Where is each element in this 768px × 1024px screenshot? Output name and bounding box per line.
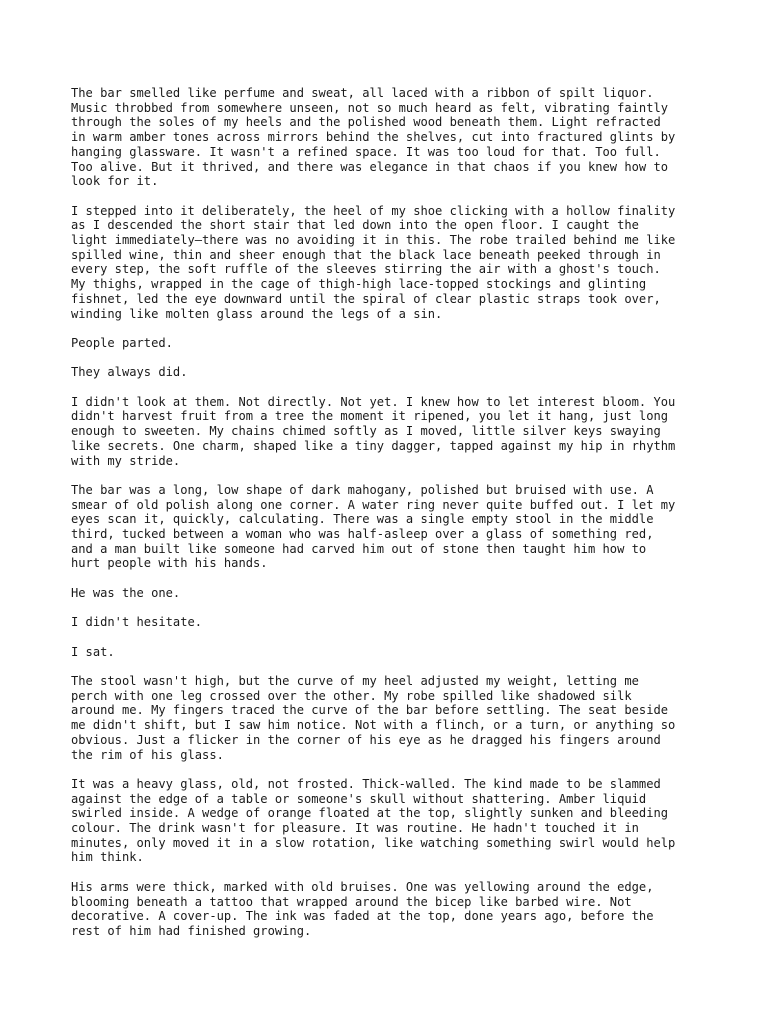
paragraph: It was a heavy glass, old, not frosted. Thick-walled. The kind made to be slammed against the edge of a table or someone's skull without shattering. Amber liquid swirled inside. A wedge of orange floated at the top, slightly sunken and bleeding colour. The drink wasn't for pleasure. It was routine. He hadn't touched it in minutes, only moved it in a slow rotation, like watching something swirl would help him think. [71, 776, 676, 865]
paragraph: The bar was a long, low shape of dark mahogany, polished but bruised with use. A smear of old polish along one corner. A water ring never quite buffed out. I let my eyes scan it, quickly, calculating. There was a single empty stool in the middle third, tucked between a woman who was half-asleep over a glass of something red, and a man built like someone had carved him out of stone then taught him how to hurt people with his hands. [71, 482, 676, 571]
paragraph: The stool wasn't high, but the curve of my heel adjusted my weight, letting me perch with one leg crossed over the other. My robe spilled like shadowed silk around me. My fingers traced the curve of the bar before settling. The seat beside me didn't shift, but I saw him notice. Not with a flinch, or a turn, or anything so obvious. Just a flicker in the corner of his eye as he dragged his fingers around the rim of his glass. [71, 673, 676, 762]
document-body [71, 86, 711, 953]
paragraph: The bar smelled like perfume and sweat, all laced with a ribbon of spilt liquor. Music throbbed from somewhere unseen, not so much heard as felt, vibrating faintly through the soles of my heels and the polished wood beneath them. Light refracted in warm amber tones across mirrors behind the shelves, cut into fractured glints by hanging glassware. It wasn't a refined space. It was too loud for that. Too full. Too alive. But it thrived, and there was elegance in that chaos if you knew how to look for it. [71, 86, 676, 189]
paragraph: I didn't hesitate. [71, 615, 203, 630]
paragraph: His arms were thick, marked with old bruises. One was yellowing around the edge, blooming beneath a tattoo that wrapped around the bicep like barbed wire. Not decorative. A cover-up. The ink was faded at the top, done years ago, before the rest of him had finished growing. [71, 879, 654, 938]
paragraph: People parted. [71, 335, 173, 350]
paragraph: I sat. [71, 644, 115, 659]
paragraph: I stepped into it deliberately, the heel of my shoe clicking with a hollow finality as I descended the short stair that led down into the open floor. I caught the light immediately—there was no avoiding it in this. The robe trailed behind me like spilled wine, thin and sheer enough that the black lace beneath peeked through in every step, the soft ruffle of the sleeves stirring the air with a ghost's touch. My thighs, wrapped in the cage of thigh-high lace-topped stockings and glinting fishnet, led the eye downward until the spiral of clear plastic straps took over, winding like molten glass around the legs of a sin. [71, 203, 676, 321]
paragraph: I didn't look at them. Not directly. Not yet. I knew how to let interest bloom. You didn't harvest fruit from a tree the moment it ripened, you let it hang, just long enough to sweeten. My chains chimed softly as I moved, little silver keys swaying like secrets. One charm, shaped like a tiny dagger, tapped against my hip in rhythm with my stride. [71, 394, 676, 468]
paragraph: He was the one. [71, 585, 181, 600]
paragraph: They always did. [71, 365, 188, 380]
